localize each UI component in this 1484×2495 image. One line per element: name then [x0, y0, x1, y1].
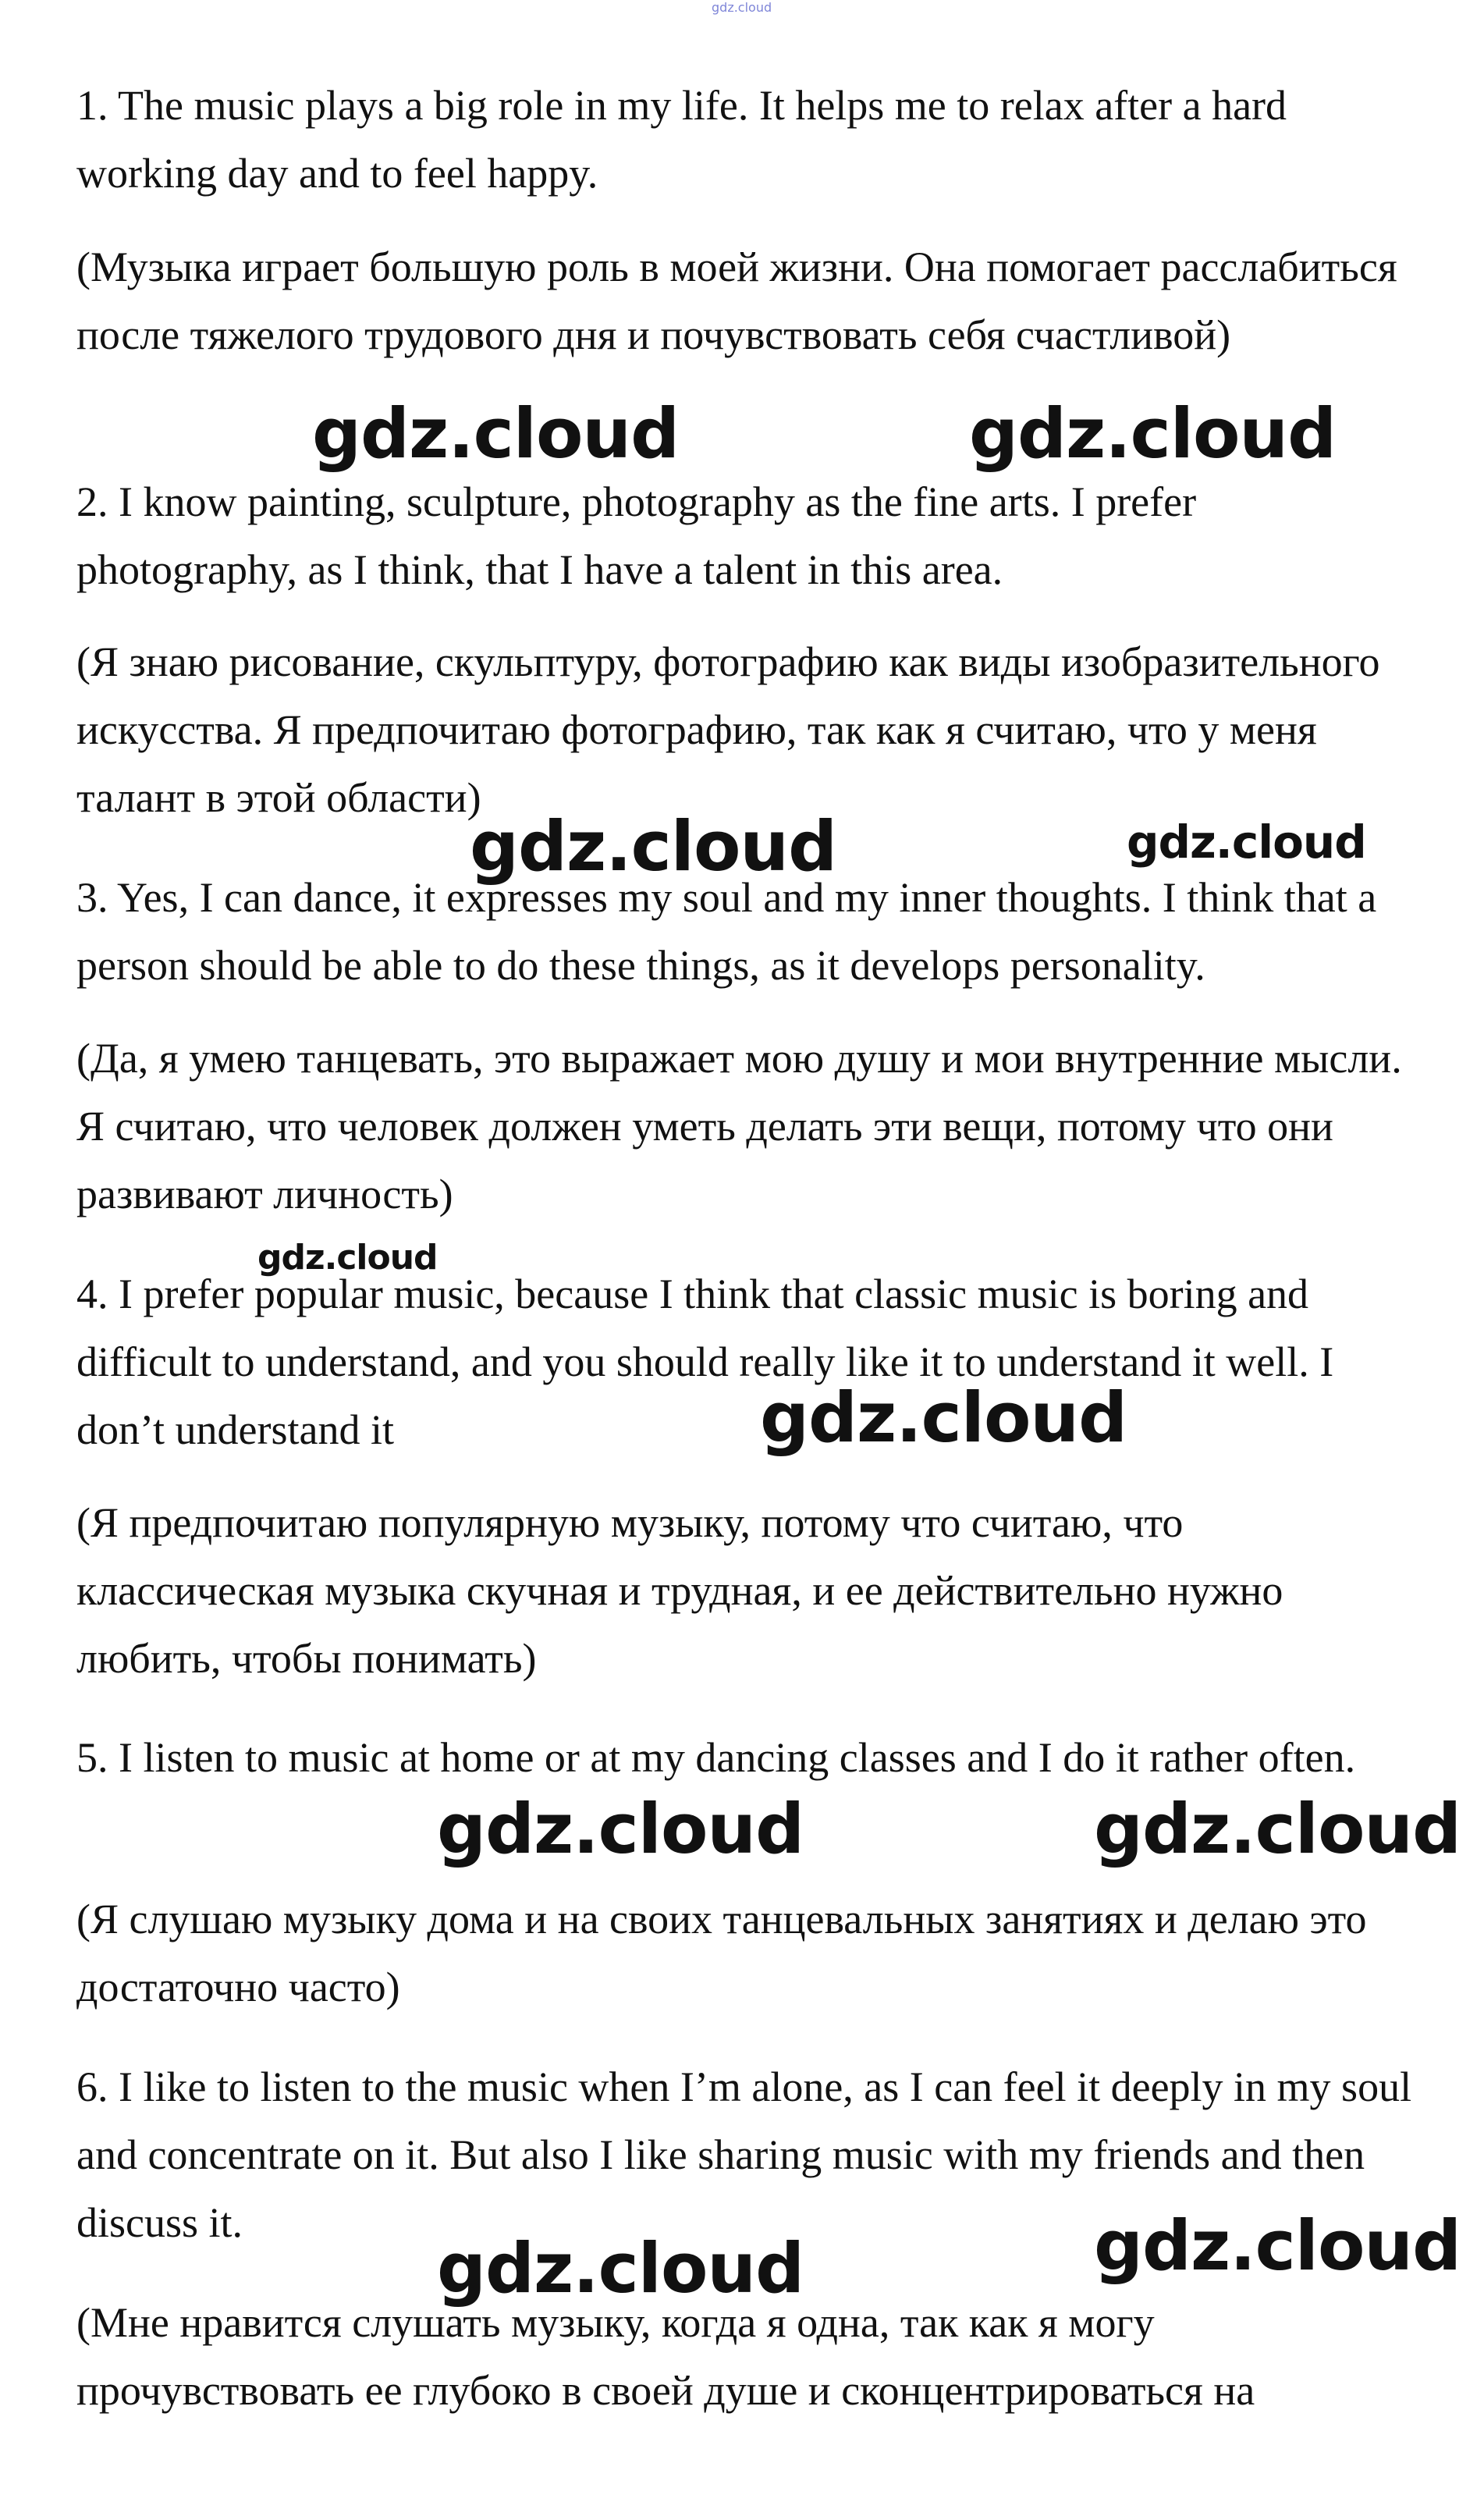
paragraph-5-russian: (Я слушаю музыку дома и на своих танцевальных занятиях и делаю это достаточно часто)	[76, 1896, 1367, 2010]
watermark: gdz.cloud	[1127, 816, 1366, 869]
header-watermark: gdz.cloud	[712, 0, 772, 15]
watermark: gdz.cloud	[437, 2228, 804, 2308]
paragraph-3-russian: (Да, я умею танцевать, это выражает мою душу и мои внутренние мысли. Я считаю, что человек должен уметь делать эти вещи, потому что они развивают личность)	[76, 1035, 1402, 1217]
paragraph-5-english: 5. I listen to music at home or at my dancing classes and I do it rather often.	[76, 1734, 1356, 1781]
paragraph-6-english: 6. I like to listen to the music when I’m alone, as I can feel it deeply in my soul and concentrate on it. But also I like sharing music with my friends and then discuss it.	[76, 2063, 1412, 2246]
paragraph-4-english: 4. I prefer popular music, because I think that classic music is boring and difficult to understand, and you should really like it to understand it well. I don’t understand it	[76, 1271, 1334, 1453]
paragraph-2-russian: (Я знаю рисование, скульптуру, фотографию как виды изобразительного искусства. Я предпочитаю фотографию, так как я считаю, что у меня талант в этой области)	[76, 638, 1380, 821]
watermark: gdz.cloud	[470, 806, 837, 887]
paragraph-2-english: 2. I know painting, sculpture, photography as the fine arts. I prefer photography, as I think, that I have a talent in this area.	[76, 478, 1197, 593]
paragraph-1-english: 1. The music plays a big role in my life. It helps me to relax after a hard working day and to feel happy.	[76, 82, 1287, 197]
paragraph-3-english: 3. Yes, I can dance, it expresses my soul and my inner thoughts. I think that a person should be able to do these things, as it develops personality.	[76, 874, 1377, 989]
watermark: gdz.cloud	[760, 1377, 1127, 1458]
paragraph-6-russian: (Мне нравится слушать музыку, когда я одна, так как я могу прочувствовать ее глубоко в своей душе и сконцентрироваться на	[76, 2299, 1255, 2414]
paragraph-1-russian: (Музыка играет большую роль в моей жизни. Она помогает расслабиться после тяжелого трудового дня и почувствовать себя счастливой)	[76, 243, 1397, 358]
watermark: gdz.cloud	[969, 393, 1337, 474]
watermark: gdz.cloud	[1094, 2205, 1461, 2286]
watermark: gdz.cloud	[437, 1789, 804, 1869]
watermark: gdz.cloud	[312, 393, 680, 474]
watermark: gdz.cloud	[257, 1238, 438, 1278]
paragraph-4-russian: (Я предпочитаю популярную музыку, потому что считаю, что классическая музыка скучная и трудная, и ее действительно нужно любить, чтобы понимать)	[76, 1499, 1283, 1682]
watermark: gdz.cloud	[1094, 1789, 1461, 1869]
